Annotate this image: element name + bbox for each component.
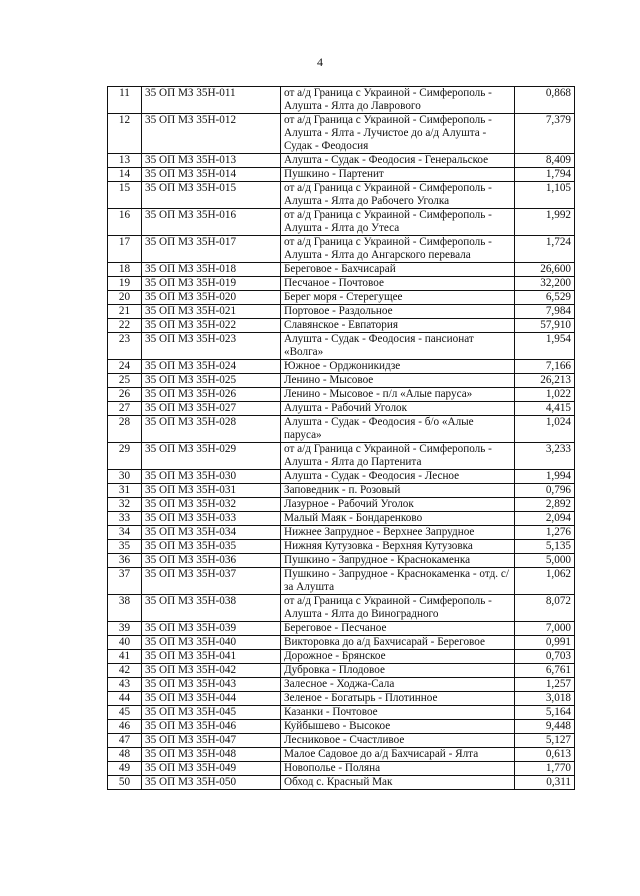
- row-number: 24: [108, 360, 142, 374]
- road-name: Пушкино - Запрудное - Краснокаменка - отд. с/за Алушта: [281, 568, 515, 595]
- road-name: Малое Садовое до а/д Бахчисарай - Ялта: [281, 748, 515, 762]
- row-number: 49: [108, 762, 142, 776]
- table-row: [108, 762, 575, 776]
- row-number: 48: [108, 748, 142, 762]
- row-number: 20: [108, 291, 142, 305]
- road-code: 35 ОП МЗ 35Н-033: [142, 512, 281, 526]
- road-length: 57,910: [515, 319, 575, 333]
- road-length: 0,703: [515, 650, 575, 664]
- road-length: 0,868: [515, 87, 575, 114]
- row-number: 23: [108, 333, 142, 360]
- road-length: 5,127: [515, 734, 575, 748]
- road-length: 1,024: [515, 416, 575, 443]
- road-name: Портовое - Раздольное: [281, 305, 515, 319]
- road-code: 35 ОП МЗ 35Н-047: [142, 734, 281, 748]
- road-name: Алушта - Судак - Феодосия - Лесное: [281, 470, 515, 484]
- road-length: 5,135: [515, 540, 575, 554]
- row-number: 14: [108, 168, 142, 182]
- row-number: 26: [108, 388, 142, 402]
- table-row: [108, 664, 575, 678]
- row-number: 43: [108, 678, 142, 692]
- road-length: 5,000: [515, 554, 575, 568]
- road-code: 35 ОП МЗ 35Н-029: [142, 443, 281, 470]
- row-number: 31: [108, 484, 142, 498]
- road-code: 35 ОП МЗ 35Н-019: [142, 277, 281, 291]
- table-row: [108, 374, 575, 388]
- table-row: [108, 154, 575, 168]
- road-name: от а/д Граница с Украиной - Симферополь - Алушта - Ялта до Ангарского перевала: [281, 236, 515, 263]
- table-row: [108, 776, 575, 790]
- table-row: [108, 748, 575, 762]
- table-row: [108, 402, 575, 416]
- table-row: [108, 114, 575, 154]
- row-number: 50: [108, 776, 142, 790]
- table-row: [108, 291, 575, 305]
- road-length: 8,072: [515, 595, 575, 622]
- road-length: 1,062: [515, 568, 575, 595]
- road-name: Песчаное - Почтовое: [281, 277, 515, 291]
- road-code: 35 ОП МЗ 35Н-049: [142, 762, 281, 776]
- road-name: Пушкино - Запрудное - Краснокаменка: [281, 554, 515, 568]
- road-code: 35 ОП МЗ 35Н-016: [142, 209, 281, 236]
- table-row: [108, 263, 575, 277]
- road-name: Алушта - Судак - Феодосия - б/о «Алые паруса»: [281, 416, 515, 443]
- road-name: Новополье - Поляна: [281, 762, 515, 776]
- road-name: Малый Маяк - Бондаренково: [281, 512, 515, 526]
- road-code: 35 ОП МЗ 35Н-044: [142, 692, 281, 706]
- road-name: Викторовка до а/д Бахчисарай - Береговое: [281, 636, 515, 650]
- row-number: 36: [108, 554, 142, 568]
- road-name: Зеленое - Богатырь - Плотинное: [281, 692, 515, 706]
- road-name: Ленино - Мысовое: [281, 374, 515, 388]
- row-number: 44: [108, 692, 142, 706]
- table-row: [108, 554, 575, 568]
- road-length: 6,761: [515, 664, 575, 678]
- table-row: [108, 650, 575, 664]
- table-row: [108, 388, 575, 402]
- road-length: 0,613: [515, 748, 575, 762]
- road-code: 35 ОП МЗ 35Н-013: [142, 154, 281, 168]
- table-row: [108, 706, 575, 720]
- row-number: 28: [108, 416, 142, 443]
- road-code: 35 ОП МЗ 35Н-014: [142, 168, 281, 182]
- road-code: 35 ОП МЗ 35Н-025: [142, 374, 281, 388]
- road-name: Нижняя Кутузовка - Верхняя Кутузовка: [281, 540, 515, 554]
- road-length: 0,311: [515, 776, 575, 790]
- road-length: 3,233: [515, 443, 575, 470]
- table-row: [108, 720, 575, 734]
- road-length: 1,276: [515, 526, 575, 540]
- table-row: [108, 416, 575, 443]
- road-name: от а/д Граница с Украиной - Симферополь - Алушта - Ялта до Рабочего Уголка: [281, 182, 515, 209]
- table-row: [108, 622, 575, 636]
- table-row: [108, 319, 575, 333]
- table-row: [108, 236, 575, 263]
- table-row: [108, 277, 575, 291]
- road-length: 32,200: [515, 277, 575, 291]
- road-length: 1,257: [515, 678, 575, 692]
- row-number: 19: [108, 277, 142, 291]
- road-code: 35 ОП МЗ 35Н-024: [142, 360, 281, 374]
- road-name: от а/д Граница с Украиной - Симферополь - Алушта - Ялта до Утеса: [281, 209, 515, 236]
- road-code: 35 ОП МЗ 35Н-015: [142, 182, 281, 209]
- road-name: от а/д Граница с Украиной - Симферополь - Алушта - Ялта - Лучистое до а/д Алушта - Судак - Феодосия: [281, 114, 515, 154]
- road-code: 35 ОП МЗ 35Н-027: [142, 402, 281, 416]
- road-length: 26,213: [515, 374, 575, 388]
- table-row: [108, 734, 575, 748]
- road-name: Ленино - Мысовое - п/л «Алые паруса»: [281, 388, 515, 402]
- road-name: Лазурное - Рабочий Уголок: [281, 498, 515, 512]
- table-row: [108, 498, 575, 512]
- row-number: 39: [108, 622, 142, 636]
- road-length: 4,415: [515, 402, 575, 416]
- road-name: Казанки - Почтовое: [281, 706, 515, 720]
- row-number: 15: [108, 182, 142, 209]
- road-code: 35 ОП МЗ 35Н-023: [142, 333, 281, 360]
- road-code: 35 ОП МЗ 35Н-037: [142, 568, 281, 595]
- table-row: [108, 360, 575, 374]
- table-row: [108, 443, 575, 470]
- road-length: 1,770: [515, 762, 575, 776]
- table-row: [108, 568, 575, 595]
- road-name: от а/д Граница с Украиной - Симферополь - Алушта - Ялта до Лаврового: [281, 87, 515, 114]
- row-number: 18: [108, 263, 142, 277]
- road-name: Алушта - Судак - Феодосия - пансионат «Волга»: [281, 333, 515, 360]
- road-code: 35 ОП МЗ 35Н-011: [142, 87, 281, 114]
- row-number: 21: [108, 305, 142, 319]
- table-row: [108, 678, 575, 692]
- road-length: 0,991: [515, 636, 575, 650]
- road-length: 8,409: [515, 154, 575, 168]
- road-code: 35 ОП МЗ 35Н-026: [142, 388, 281, 402]
- road-code: 35 ОП МЗ 35Н-043: [142, 678, 281, 692]
- road-name: Залесное - Ходжа-Сала: [281, 678, 515, 692]
- road-length: 1,724: [515, 236, 575, 263]
- road-code: 35 ОП МЗ 35Н-022: [142, 319, 281, 333]
- road-code: 35 ОП МЗ 35Н-048: [142, 748, 281, 762]
- road-code: 35 ОП МЗ 35Н-020: [142, 291, 281, 305]
- road-code: 35 ОП МЗ 35Н-030: [142, 470, 281, 484]
- row-number: 40: [108, 636, 142, 650]
- road-name: Лесниковое - Счастливое: [281, 734, 515, 748]
- row-number: 16: [108, 209, 142, 236]
- road-length: 1,954: [515, 333, 575, 360]
- road-code: 35 ОП МЗ 35Н-039: [142, 622, 281, 636]
- road-code: 35 ОП МЗ 35Н-032: [142, 498, 281, 512]
- road-length: 26,600: [515, 263, 575, 277]
- roads-table-body: [108, 87, 575, 790]
- road-length: 7,000: [515, 622, 575, 636]
- road-length: 7,166: [515, 360, 575, 374]
- road-length: 3,018: [515, 692, 575, 706]
- row-number: 32: [108, 498, 142, 512]
- row-number: 42: [108, 664, 142, 678]
- road-name: Славянское - Евпатория: [281, 319, 515, 333]
- row-number: 27: [108, 402, 142, 416]
- row-number: 37: [108, 568, 142, 595]
- table-row: [108, 209, 575, 236]
- road-code: 35 ОП МЗ 35Н-042: [142, 664, 281, 678]
- row-number: 25: [108, 374, 142, 388]
- table-row: [108, 87, 575, 114]
- table-row: [108, 470, 575, 484]
- roads-table: [107, 86, 575, 790]
- road-name: Обход с. Красный Мак: [281, 776, 515, 790]
- road-name: Южное - Орджоникидзе: [281, 360, 515, 374]
- road-length: 7,984: [515, 305, 575, 319]
- table-row: [108, 595, 575, 622]
- road-code: 35 ОП МЗ 35Н-040: [142, 636, 281, 650]
- road-name: Пушкино - Партенит: [281, 168, 515, 182]
- row-number: 17: [108, 236, 142, 263]
- table-row: [108, 540, 575, 554]
- road-name: Дорожное - Брянское: [281, 650, 515, 664]
- row-number: 47: [108, 734, 142, 748]
- road-length: 2,892: [515, 498, 575, 512]
- row-number: 29: [108, 443, 142, 470]
- road-length: 1,992: [515, 209, 575, 236]
- row-number: 45: [108, 706, 142, 720]
- road-name: Берег моря - Стерегущее: [281, 291, 515, 305]
- road-name: Алушта - Рабочий Уголок: [281, 402, 515, 416]
- road-name: Дубровка - Плодовое: [281, 664, 515, 678]
- road-code: 35 ОП МЗ 35Н-038: [142, 595, 281, 622]
- road-code: 35 ОП МЗ 35Н-012: [142, 114, 281, 154]
- road-code: 35 ОП МЗ 35Н-041: [142, 650, 281, 664]
- road-length: 0,796: [515, 484, 575, 498]
- row-number: 13: [108, 154, 142, 168]
- road-name: Нижнее Запрудное - Верхнее Запрудное: [281, 526, 515, 540]
- road-name: Береговое - Бахчисарай: [281, 263, 515, 277]
- road-name: Алушта - Судак - Феодосия - Генеральское: [281, 154, 515, 168]
- row-number: 22: [108, 319, 142, 333]
- road-name: Береговое - Песчаное: [281, 622, 515, 636]
- table-row: [108, 692, 575, 706]
- road-length: 6,529: [515, 291, 575, 305]
- road-code: 35 ОП МЗ 35Н-046: [142, 720, 281, 734]
- row-number: 30: [108, 470, 142, 484]
- road-name: от а/д Граница с Украиной - Симферополь - Алушта - Ялта до Партенита: [281, 443, 515, 470]
- road-code: 35 ОП МЗ 35Н-017: [142, 236, 281, 263]
- row-number: 12: [108, 114, 142, 154]
- road-name: Заповедник - п. Розовый: [281, 484, 515, 498]
- table-row: [108, 512, 575, 526]
- table-row: [108, 484, 575, 498]
- page-number: 4: [317, 55, 323, 69]
- row-number: 33: [108, 512, 142, 526]
- row-number: 34: [108, 526, 142, 540]
- road-code: 35 ОП МЗ 35Н-036: [142, 554, 281, 568]
- row-number: 35: [108, 540, 142, 554]
- row-number: 46: [108, 720, 142, 734]
- row-number: 11: [108, 87, 142, 114]
- road-code: 35 ОП МЗ 35Н-035: [142, 540, 281, 554]
- road-length: 7,379: [515, 114, 575, 154]
- table-row: [108, 333, 575, 360]
- road-length: 5,164: [515, 706, 575, 720]
- road-code: 35 ОП МЗ 35Н-050: [142, 776, 281, 790]
- table-row: [108, 168, 575, 182]
- table-row: [108, 305, 575, 319]
- table-row: [108, 636, 575, 650]
- road-code: 35 ОП МЗ 35Н-018: [142, 263, 281, 277]
- road-length: 9,448: [515, 720, 575, 734]
- road-length: 1,022: [515, 388, 575, 402]
- road-length: 1,794: [515, 168, 575, 182]
- road-length: 1,994: [515, 470, 575, 484]
- row-number: 38: [108, 595, 142, 622]
- road-length: 1,105: [515, 182, 575, 209]
- road-code: 35 ОП МЗ 35Н-021: [142, 305, 281, 319]
- table-row: [108, 526, 575, 540]
- road-length: 2,094: [515, 512, 575, 526]
- table-row: [108, 182, 575, 209]
- road-code: 35 ОП МЗ 35Н-034: [142, 526, 281, 540]
- row-number: 41: [108, 650, 142, 664]
- road-code: 35 ОП МЗ 35Н-028: [142, 416, 281, 443]
- road-code: 35 ОП МЗ 35Н-045: [142, 706, 281, 720]
- road-name: Куйбышево - Высокое: [281, 720, 515, 734]
- road-name: от а/д Граница с Украиной - Симферополь - Алушта - Ялта до Виноградного: [281, 595, 515, 622]
- road-code: 35 ОП МЗ 35Н-031: [142, 484, 281, 498]
